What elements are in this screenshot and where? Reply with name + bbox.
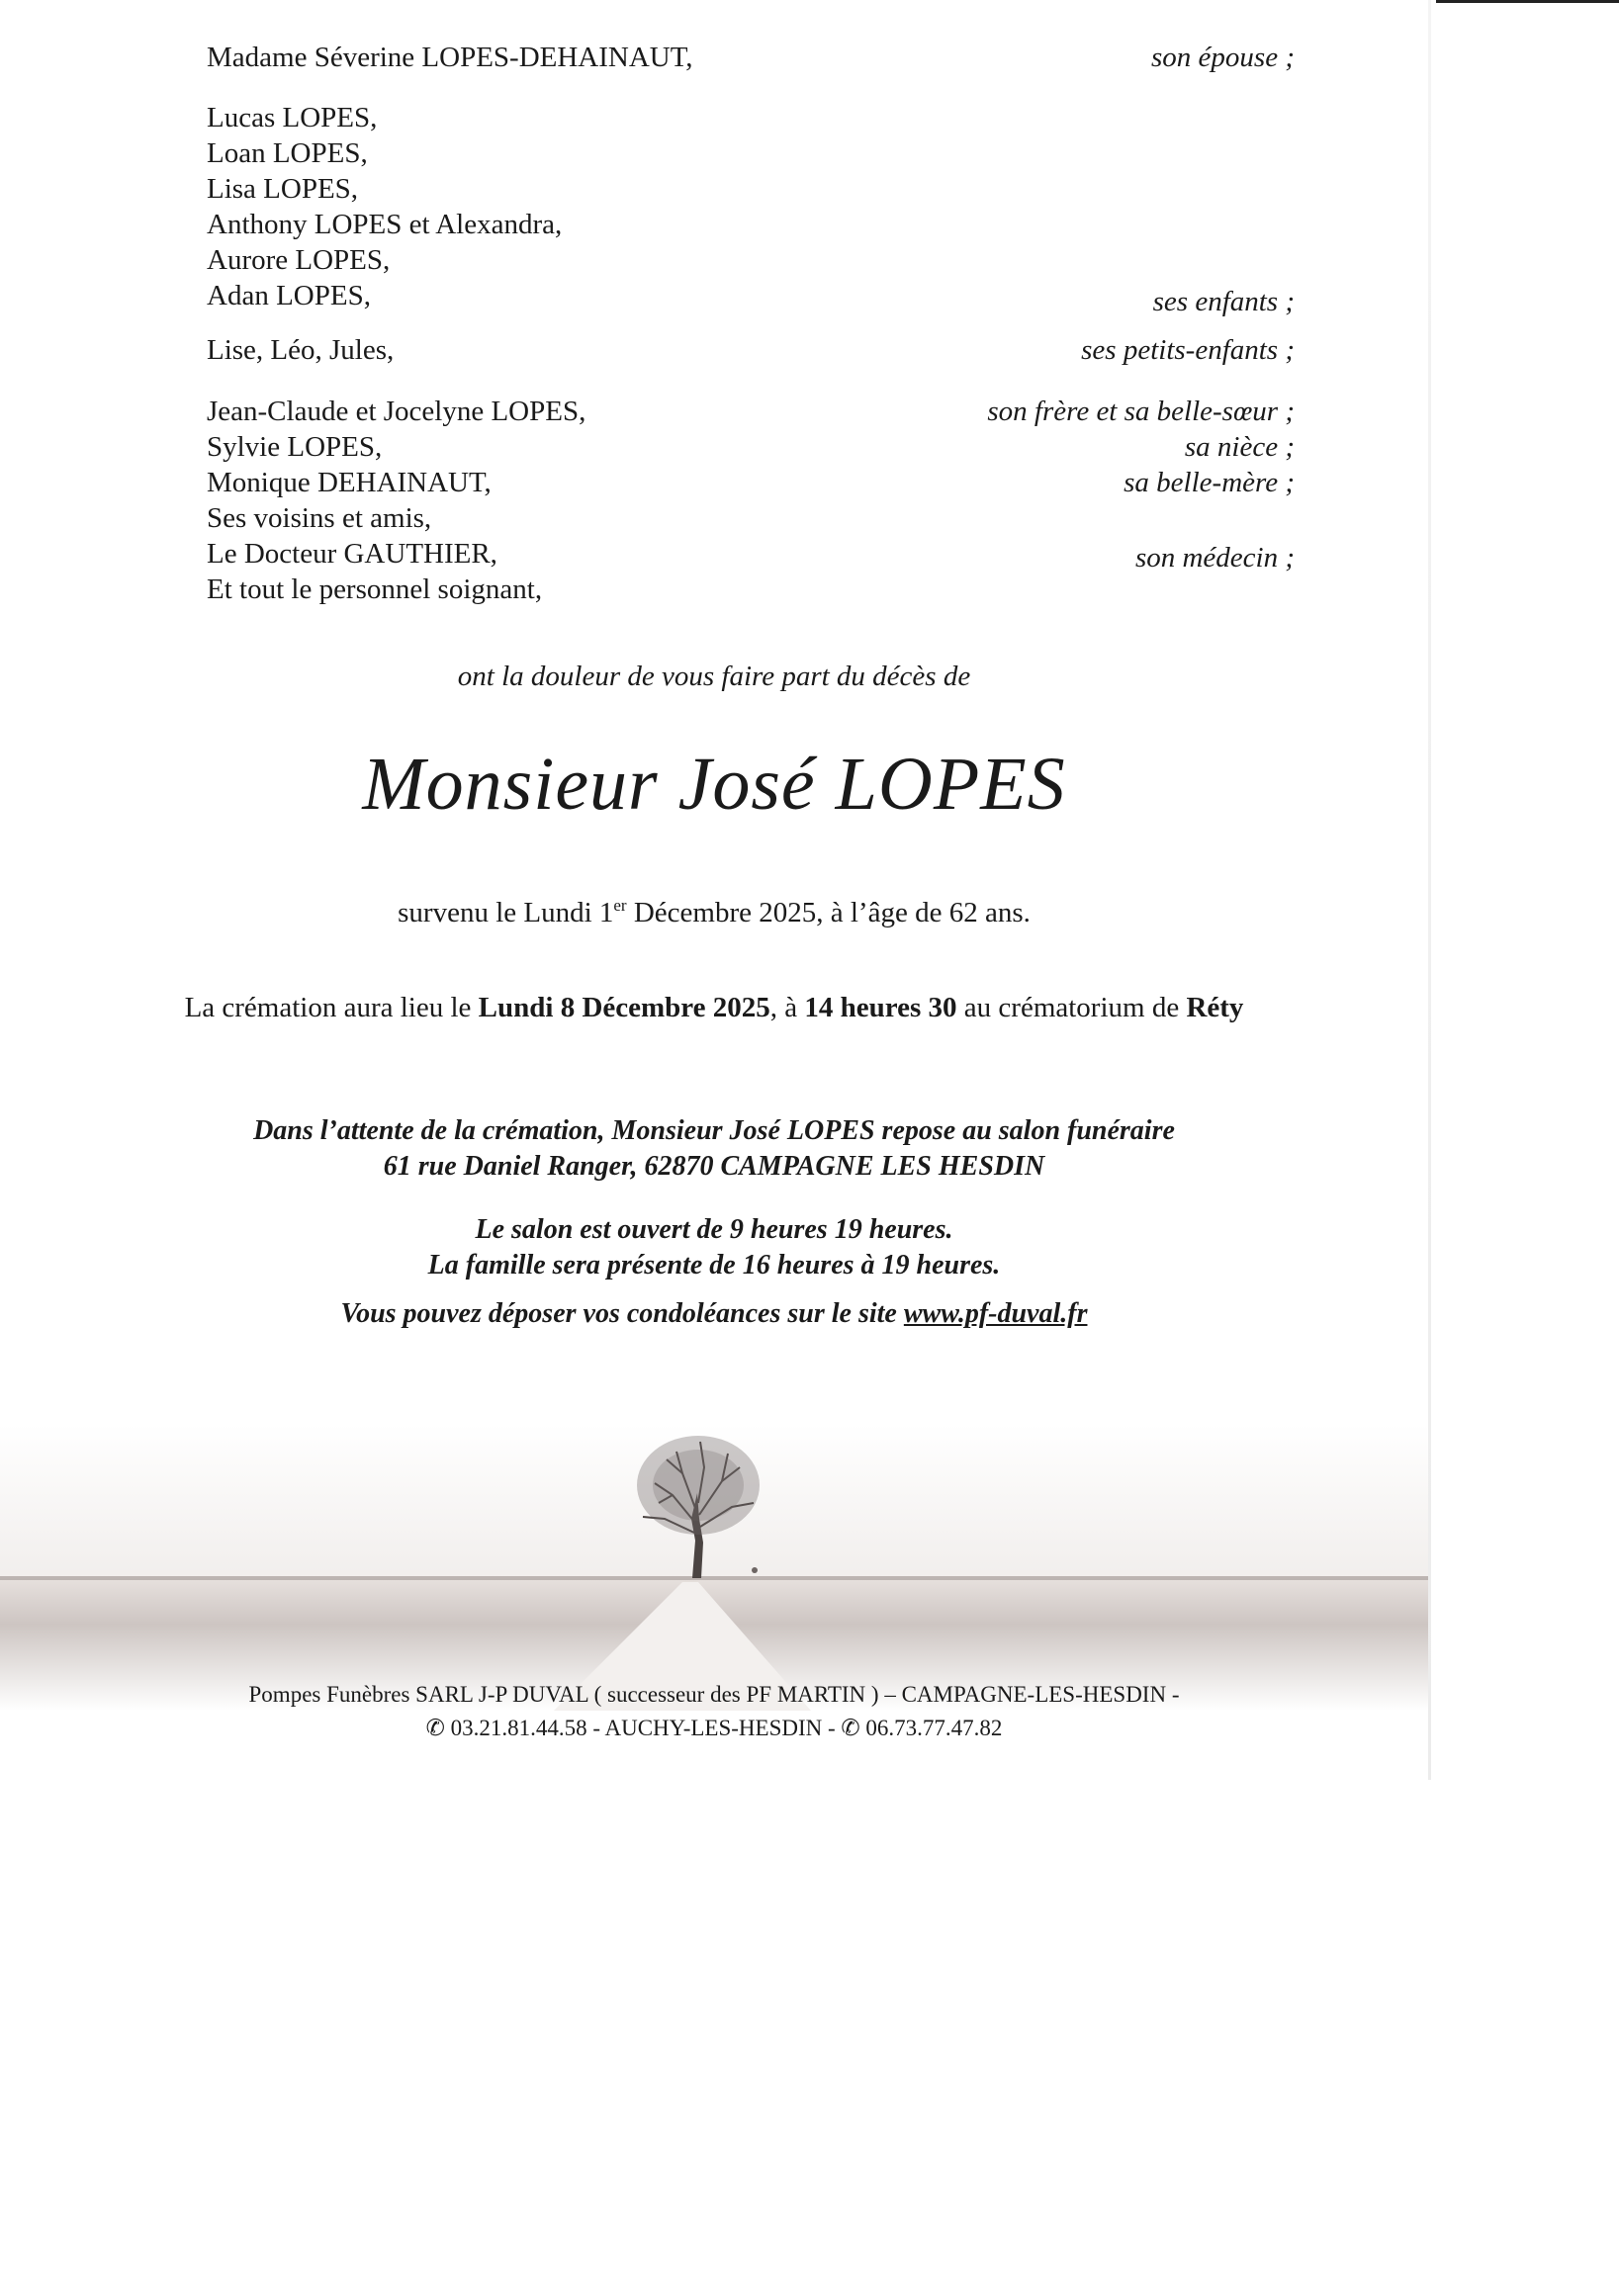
footer-company: Pompes Funèbres SARL J-P DUVAL ( successeur des PF MARTIN ) – CAMPAGNE-LES-HESDIN -	[248, 1682, 1180, 1707]
landscape-tree-illustration	[0, 1424, 1428, 1711]
family-group-spouse	[207, 40, 1295, 75]
cremation-line	[0, 992, 1428, 1024]
family-name: Lucas LOPES,	[207, 102, 378, 133]
family-relation: ses enfants ;	[1152, 286, 1295, 317]
family-name: Madame Séverine LOPES-DEHAINAUT,	[207, 42, 693, 73]
death-prefix: survenu le Lundi 1	[398, 897, 614, 928]
info-line: Vous pouvez déposer vos condoléances sur le site	[340, 1298, 904, 1329]
footer-phones: ✆ 03.21.81.44.58 - AUCHY-LES-HESDIN - ✆ 06.73.77.47.82	[425, 1716, 1003, 1740]
family-relation: sa nièce ;	[1184, 431, 1295, 463]
deceased-name: Monsieur José LOPES	[362, 743, 1066, 826]
info-line: La famille sera présente de 16 heures à 19 heures.	[427, 1250, 1001, 1280]
info-condolences	[0, 1296, 1428, 1332]
cremation-date: Lundi 8 Décembre 2025	[478, 992, 770, 1023]
family-name: Aurore LOPES,	[207, 244, 391, 276]
family-name: Lisa LOPES,	[207, 173, 359, 205]
family-relation: son épouse ;	[1151, 42, 1295, 73]
cremation-time: 14 heures 30	[804, 992, 957, 1023]
family-name: Monique DEHAINAUT,	[207, 467, 492, 498]
announcement-text: ont la douleur de vous faire part du décès de	[457, 661, 971, 692]
cremation-text: La crémation aura lieu le	[184, 992, 479, 1023]
family-name: Lise, Léo, Jules,	[207, 334, 395, 366]
family-name: Loan LOPES,	[207, 137, 368, 169]
website-link[interactable]: www.pf-duval.fr	[903, 1298, 1088, 1329]
family-relation: son frère et sa belle-sœur ;	[987, 396, 1295, 427]
family-group-children	[207, 100, 1295, 317]
family-relation: son médecin ;	[1134, 542, 1295, 574]
info-hours	[0, 1212, 1428, 1283]
death-suffix: Décembre 2025, à l’âge de 62 ans.	[626, 897, 1031, 928]
info-address: 61 rue Daniel Ranger, 62870 CAMPAGNE LES HESDIN	[383, 1151, 1045, 1182]
info-wake	[0, 1113, 1428, 1185]
family-group-others	[207, 394, 1295, 607]
family-name: Sylvie LOPES,	[207, 431, 383, 463]
death-sup: er	[613, 896, 627, 915]
family-group-grandchildren	[207, 332, 1295, 368]
family-name: Jean-Claude et Jocelyne LOPES,	[207, 396, 586, 427]
family-relation: ses petits-enfants ;	[1081, 334, 1295, 366]
info-line: Dans l’attente de la crémation, Monsieur José LOPES repose au salon funéraire	[253, 1115, 1175, 1146]
scan-edge-line	[1436, 0, 1619, 3]
info-line: Le salon est ouvert de 9 heures 19 heures.	[475, 1214, 953, 1245]
family-name: Et tout le personnel soignant,	[207, 574, 543, 605]
scan-edge-shade	[1428, 0, 1431, 1780]
death-date-line	[0, 896, 1428, 929]
cremation-text: , à	[769, 992, 805, 1023]
family-name: Adan LOPES,	[207, 280, 371, 311]
family-name: Ses voisins et amis,	[207, 502, 432, 534]
cremation-place: Réty	[1186, 992, 1244, 1023]
family-name: Anthony LOPES et Alexandra,	[207, 209, 563, 240]
family-relation: sa belle-mère ;	[1124, 467, 1295, 498]
family-name: Le Docteur GAUTHIER,	[207, 538, 497, 570]
cremation-text: au crématorium de	[956, 992, 1187, 1023]
